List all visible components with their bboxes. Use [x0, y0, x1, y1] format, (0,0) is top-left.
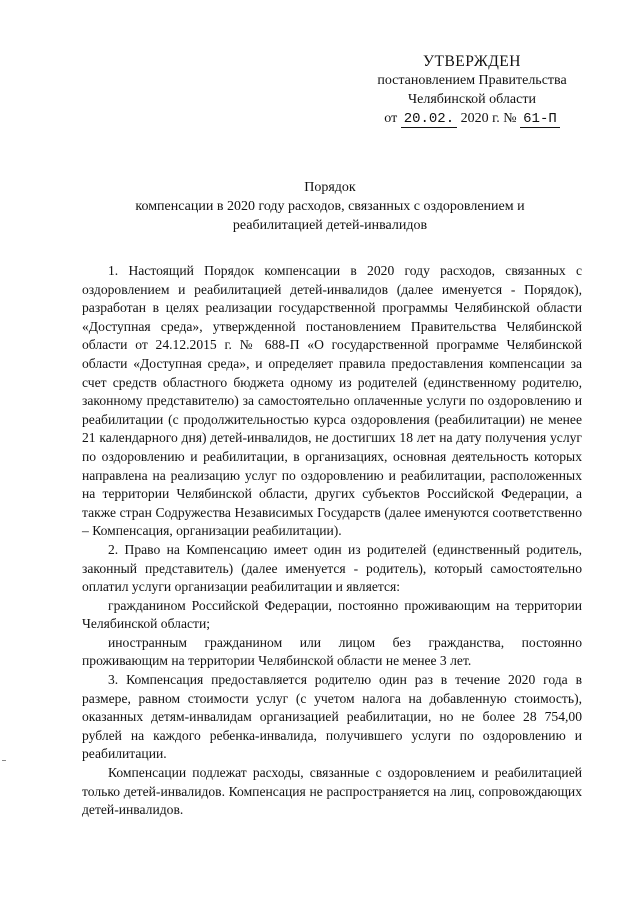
approval-line-2: Челябинской области — [408, 92, 536, 107]
date-prefix: от — [384, 111, 398, 126]
title-line-3: реабилитацией детей-инвалидов — [232, 218, 428, 233]
approval-stamp — [372, 52, 572, 129]
paragraph-2-item-1: гражданином Российской Федерации, постоянно проживающим на территории Челябинской области; — [82, 597, 582, 632]
approval-line-1: постановлением Правительства — [377, 73, 567, 88]
title-line-2: компенсации в 2020 году расходов, связанных с оздоровлением и — [135, 199, 525, 214]
document-body — [82, 262, 582, 820]
paragraph-3: 3. Компенсация предоставляется родителю один раз в течение 2020 года в размере, равном стоимости услуг (с учетом налога на добавленную стоимость), оказанных детям-инвалидам организацией реабилитации, но не более 28 754,00 рублей на каждого ребенка-инвалида, получившего услуги по оздоровлению и реабилитации. — [82, 672, 582, 762]
date-suffix: 2020 г. № — [460, 111, 517, 126]
scan-mark — [2, 760, 6, 761]
document-title — [60, 178, 600, 235]
date-value: 20.02. — [401, 111, 457, 128]
paragraph-1: 1. Настоящий Порядок компенсации в 2020 году расходов, связанных с оздоровлением и реабилитацией детей-инвалидов (далее именуется - Порядок), разработан в целях реализации государственной программы Челябинской области «Доступная среда», утвержденной постановлением Правительства Челябинской области от 24.12.2015 г. № 688-П «О государственной программе Челябинской области «Доступная среда», и определяет правила предоставления компенсации за счет средств областного бюджета одному из родителей (единственному родителю, законному представителю) за самостоятельно оплаченные услуги по оздоровлению и реабилитации (с продолжительностью курса оздоровления (реабилитации) не менее 21 календарного дня) детей-инвалидов, не достигших 18 лет на дату получения услуг по оздоровлению и реабилитации, в организациях, основная деятельность которых направлена на реализацию услуг по оздоровлению и реабилитации, расположенных на территории Челябинской области, других субъектов Российской Федерации, а также стран Содружества Независимых Государств (далее именуются соответственно – Компенсация, организации реабилитации). — [82, 263, 582, 539]
approval-word: УТВЕРЖДЕН — [423, 53, 521, 70]
paragraph-2-item-2: иностранным гражданином или лицом без гражданства, постоянно проживающим на территории Челябинской области не менее 3 лет. — [82, 634, 582, 669]
title-line-1: Порядок — [304, 180, 356, 195]
approval-date-line — [372, 109, 572, 129]
paragraph-3-note: Компенсации подлежат расходы, связанные с оздоровлением и реабилитацией только детей-инвалидов. Компенсация не распространяется на лиц, сопровождающих детей-инвалидов. — [82, 765, 582, 818]
paragraph-2: 2. Право на Компенсацию имеет один из родителей (единственный родитель, законный представитель) (далее именуется - родитель), который самостоятельно оплатил услуги организации реабилитации и является: — [82, 541, 582, 595]
decree-number: 61-П — [520, 111, 560, 128]
